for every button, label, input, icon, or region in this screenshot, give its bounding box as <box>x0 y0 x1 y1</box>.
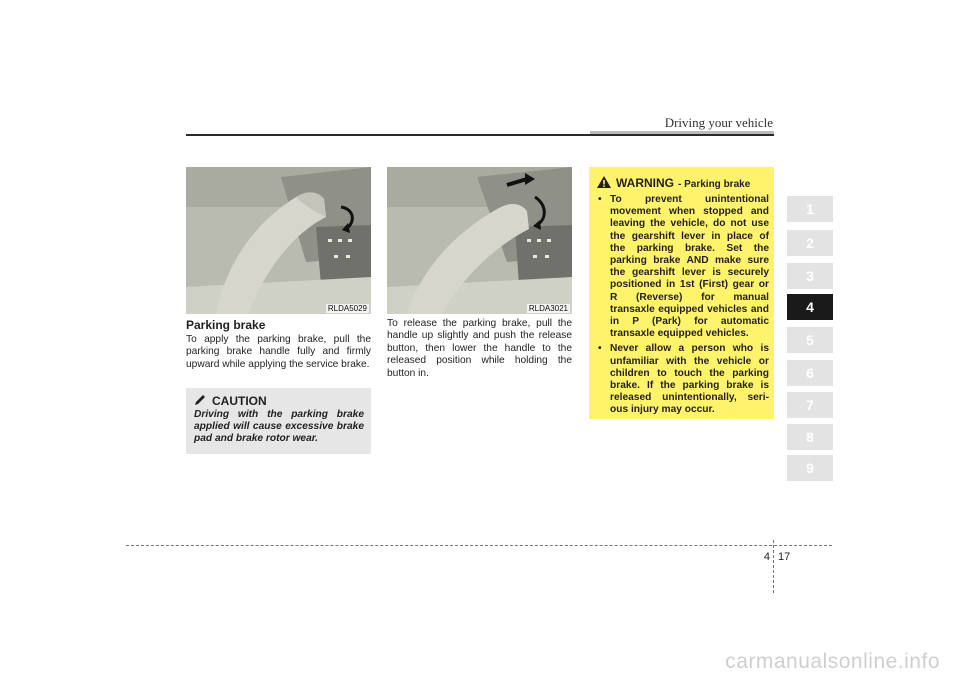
watermark: carmanualsonline.info <box>725 650 940 673</box>
caution-text: Driving with the parking brake applied will cause excessive brake pad and brake rotor wear. <box>194 409 364 445</box>
chapter-tab-8[interactable]: 8 <box>787 424 833 450</box>
list-item: • To prevent unintentional movement when stopped and leaving the vehicle, do not use the gearshift lever in place of the parking brake. Set the parking brake AND make sure the gearshift lever is securely positioned in 1st (First) gear or R (Reverse) for manual transaxle equipped vehicles and in P (Park) for automatic transaxle equipped vehicles. <box>597 194 769 340</box>
page-number: 17 <box>778 551 791 563</box>
list-item: • Never allow a person who is unfamiliar with the vehicle or children to touch the parking brake. If the parking brake is released unintentionally, seri- ous injury may occur. <box>597 343 769 416</box>
parking-brake-release-illustration <box>387 167 572 314</box>
chapter-tab-6[interactable]: 6 <box>787 360 833 386</box>
warning-subtitle: - Parking brake <box>678 179 751 190</box>
parking-brake-apply-illustration <box>186 167 371 314</box>
footer-divider <box>773 540 774 593</box>
warning-box <box>589 167 774 419</box>
caution-label: CAUTION <box>212 394 267 408</box>
footer-rule <box>126 545 832 546</box>
page-chapter: 4 <box>763 551 770 563</box>
chapter-tab-4[interactable]: 4 <box>787 294 833 320</box>
photo-parking-brake-release <box>387 167 572 314</box>
warning-list <box>597 194 769 420</box>
caution-heading <box>194 394 267 409</box>
warning-label: WARNING <box>616 176 674 190</box>
chapter-tab-3[interactable]: 3 <box>787 263 833 289</box>
photo-parking-brake-apply <box>186 167 371 314</box>
warning-triangle-icon <box>597 176 611 191</box>
caution-box <box>186 388 371 454</box>
pencil-icon <box>194 394 206 409</box>
photo-code: RLDA3021 <box>528 304 568 313</box>
chapter-tab-1[interactable]: 1 <box>787 196 833 222</box>
warning-heading <box>597 176 771 191</box>
section-heading: Parking brake <box>186 318 266 332</box>
chapter-tab-5[interactable]: 5 <box>787 327 833 353</box>
chapter-tab-9[interactable]: 9 <box>787 455 833 481</box>
apply-instructions: To apply the parking brake, pull the parking brake handle fully and firmly upward while applying the service brake. <box>186 334 371 370</box>
chapter-tab-7[interactable]: 7 <box>787 392 833 418</box>
chapter-tab-2[interactable]: 2 <box>787 230 833 256</box>
header-rule <box>186 134 774 136</box>
photo-code: RLDA5029 <box>327 304 367 313</box>
release-instructions: To release the parking brake, pull the handle up slightly and push the release button, then lower the handle to the released position while holding the button in. <box>387 318 572 379</box>
section-title: Driving your vehicle <box>664 115 773 130</box>
